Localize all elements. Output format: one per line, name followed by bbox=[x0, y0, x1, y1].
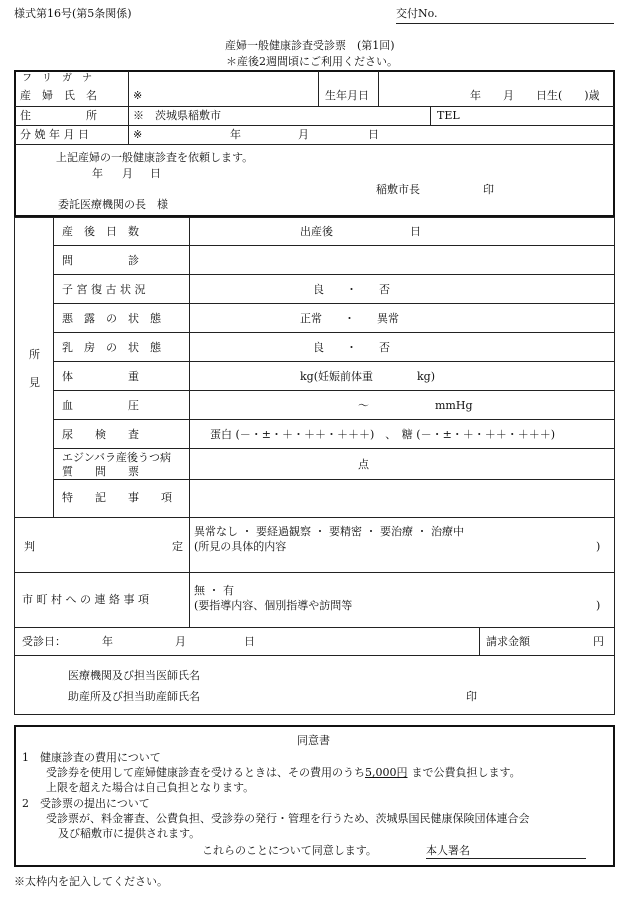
delivery-year[interactable]: 年 bbox=[230, 128, 241, 141]
divider bbox=[53, 448, 614, 449]
contact-options[interactable]: 無 ・ 有 bbox=[194, 584, 234, 597]
row-label-postpartum-days: 産 後 日 数 bbox=[62, 225, 139, 238]
footer-note: ※太枠内を記入してください。 bbox=[14, 875, 168, 888]
addressee: 委託医療機関の長 様 bbox=[58, 198, 168, 211]
divider bbox=[378, 71, 379, 106]
form-title: 産婦一般健康診査受診票 (第1回) bbox=[225, 39, 395, 52]
mayor-seal: 印 bbox=[483, 183, 494, 196]
row-label-notes: 特 記 事 項 bbox=[62, 491, 172, 504]
facility-doctor-label[interactable]: 医療機関及び担当医師氏名 bbox=[68, 669, 200, 682]
visit-day[interactable]: 日 bbox=[244, 635, 255, 648]
consent-item1-line2: 上限を超えた場合は自己負担となります。 bbox=[46, 781, 255, 794]
divider bbox=[53, 479, 614, 480]
name-label: 産 婦 氏 名 bbox=[20, 89, 97, 102]
judgment-detail-close: ) bbox=[596, 540, 601, 553]
delivery-month[interactable]: 月 bbox=[298, 128, 309, 141]
furigana-label: フ リ ガ ナ bbox=[22, 73, 92, 84]
divider bbox=[15, 144, 614, 145]
delivery-date-label: 分 娩 年 月 日 bbox=[20, 128, 89, 141]
request-month: 月 bbox=[122, 167, 133, 180]
request-day: 日 bbox=[150, 167, 161, 180]
divider bbox=[14, 627, 615, 628]
issue-no-label: 交付No. bbox=[396, 7, 438, 20]
dob-field[interactable]: 年 月 日生( )歳 bbox=[470, 89, 600, 102]
divider bbox=[128, 71, 129, 145]
divider bbox=[14, 217, 615, 218]
issue-no-underline bbox=[396, 23, 614, 24]
form-subtitle: ＊産後2週間頃にご利用ください。 bbox=[226, 55, 398, 68]
row-value-epds[interactable]: 点 bbox=[358, 458, 369, 471]
midwife-seal: 印 bbox=[466, 690, 477, 703]
divider bbox=[53, 419, 614, 420]
visit-year[interactable]: 年 bbox=[102, 635, 113, 648]
row-label-lochia: 悪 露 の 状 態 bbox=[62, 312, 161, 325]
form-number: 様式第16号(第5条関係) bbox=[14, 7, 132, 20]
divider bbox=[14, 655, 615, 656]
divider bbox=[53, 303, 614, 304]
consent-item1-pre: 受診券を使用して産婦健康診査を受けるときは、その費用のうち bbox=[46, 766, 365, 779]
divider bbox=[53, 217, 54, 517]
address-field[interactable]: ※ 茨城県稲敷市 bbox=[133, 109, 221, 122]
consent-agree: これらのことについて同意します。 bbox=[202, 844, 377, 857]
delivery-day[interactable]: 日 bbox=[368, 128, 379, 141]
findings-label-1: 所 bbox=[29, 348, 40, 361]
judgment-label-right: 定 bbox=[172, 540, 183, 553]
row-label-uterine: 子 宮 復 古 状 況 bbox=[62, 283, 146, 296]
divider bbox=[479, 627, 480, 655]
contact-label: 市 町 村 へ の 連 絡 事 項 bbox=[22, 593, 149, 606]
visit-month[interactable]: 月 bbox=[175, 635, 186, 648]
address-label: 住 所 bbox=[20, 109, 97, 122]
row-label-breast: 乳 房 の 状 態 bbox=[62, 341, 161, 354]
visit-date-label: 受診日： bbox=[22, 635, 66, 648]
row-value-lochia[interactable]: 正常 ・ 異常 bbox=[300, 312, 399, 325]
row-label-epds-2: 質 問 票 bbox=[62, 465, 139, 478]
divider bbox=[318, 71, 319, 106]
findings-label-2: 見 bbox=[29, 376, 40, 389]
consent-item2-head: 2 受診票の提出について bbox=[22, 797, 150, 810]
row-value-breast[interactable]: 良 ・ 否 bbox=[313, 341, 390, 354]
row-label-weight: 体 重 bbox=[62, 370, 139, 383]
divider bbox=[14, 217, 15, 517]
tel-field[interactable]: TEL bbox=[437, 109, 460, 122]
midwife-label[interactable]: 助産所及び担当助産師氏名 bbox=[68, 690, 200, 703]
consent-item2-line1: 受診票が、料金審査、公費負担、受診券の発行・管理を行うため、茨城県国民健康保険団体連合会 bbox=[46, 812, 530, 825]
divider bbox=[614, 517, 615, 714]
row-value-weight[interactable]: kg(妊娠前体重 kg) bbox=[300, 370, 435, 383]
divider bbox=[14, 572, 615, 573]
row-value-postpartum-days[interactable]: 出産後 日 bbox=[300, 225, 421, 238]
row-label-blood-pressure: 血 圧 bbox=[62, 399, 139, 412]
row-label-epds: エジンバラ産後うつ病 bbox=[62, 451, 171, 464]
name-field[interactable]: ※ bbox=[133, 89, 143, 102]
divider bbox=[430, 107, 431, 125]
consent-amount: 5,000円 bbox=[365, 766, 408, 779]
divider bbox=[15, 106, 614, 107]
divider bbox=[14, 517, 615, 518]
consent-item2-line2: 及び稲敷市に提供されます。 bbox=[58, 827, 201, 840]
row-label-urine: 尿 検 査 bbox=[62, 428, 139, 441]
divider bbox=[53, 332, 614, 333]
divider bbox=[189, 517, 190, 627]
request-year: 年 bbox=[92, 167, 103, 180]
divider bbox=[189, 217, 190, 517]
divider bbox=[614, 217, 615, 517]
divider bbox=[53, 274, 614, 275]
signature-label: 本人署名 bbox=[426, 844, 470, 857]
consent-item1-post: まで公費負担します。 bbox=[411, 766, 521, 779]
divider bbox=[14, 517, 15, 714]
judgment-detail[interactable]: (所見の具体的内容 bbox=[194, 540, 287, 553]
consent-item1-line1 bbox=[46, 767, 521, 778]
judgment-options[interactable]: 異常なし ・ 要経過観察 ・ 要精密 ・ 要治療 ・ 治療中 bbox=[194, 525, 464, 538]
divider bbox=[14, 714, 615, 715]
mayor-label: 稲敷市長 bbox=[376, 183, 420, 196]
row-value-urine[interactable]: 蛋白 (－・±・＋・＋＋・＋＋＋) 、 糖 (－・±・＋・＋＋・＋＋＋) bbox=[210, 428, 556, 441]
request-text: 上記産婦の一般健康診査を依頼します。 bbox=[56, 151, 254, 164]
judgment-label-left: 判 bbox=[24, 540, 35, 553]
row-value-blood-pressure[interactable]: ～ mmHg bbox=[358, 399, 473, 412]
divider bbox=[53, 390, 614, 391]
consent-title: 同意書 bbox=[297, 734, 330, 747]
delivery-date-mark: ※ bbox=[133, 128, 143, 141]
divider bbox=[15, 125, 614, 126]
billing-label: 請求金額 bbox=[486, 635, 530, 648]
divider bbox=[53, 361, 614, 362]
row-label-interview: 問 診 bbox=[62, 254, 139, 267]
consent-item1-head: 1 健康診査の費用について bbox=[22, 751, 161, 764]
divider bbox=[53, 245, 614, 246]
dob-label: 生年月日 bbox=[325, 89, 369, 102]
row-value-uterine[interactable]: 良 ・ 否 bbox=[313, 283, 390, 296]
contact-detail[interactable]: (要指導内容、個別指導や訪問等 bbox=[194, 599, 353, 612]
contact-detail-close: ) bbox=[596, 599, 601, 612]
billing-unit[interactable]: 円 bbox=[593, 635, 604, 648]
signature-line[interactable] bbox=[426, 858, 586, 859]
